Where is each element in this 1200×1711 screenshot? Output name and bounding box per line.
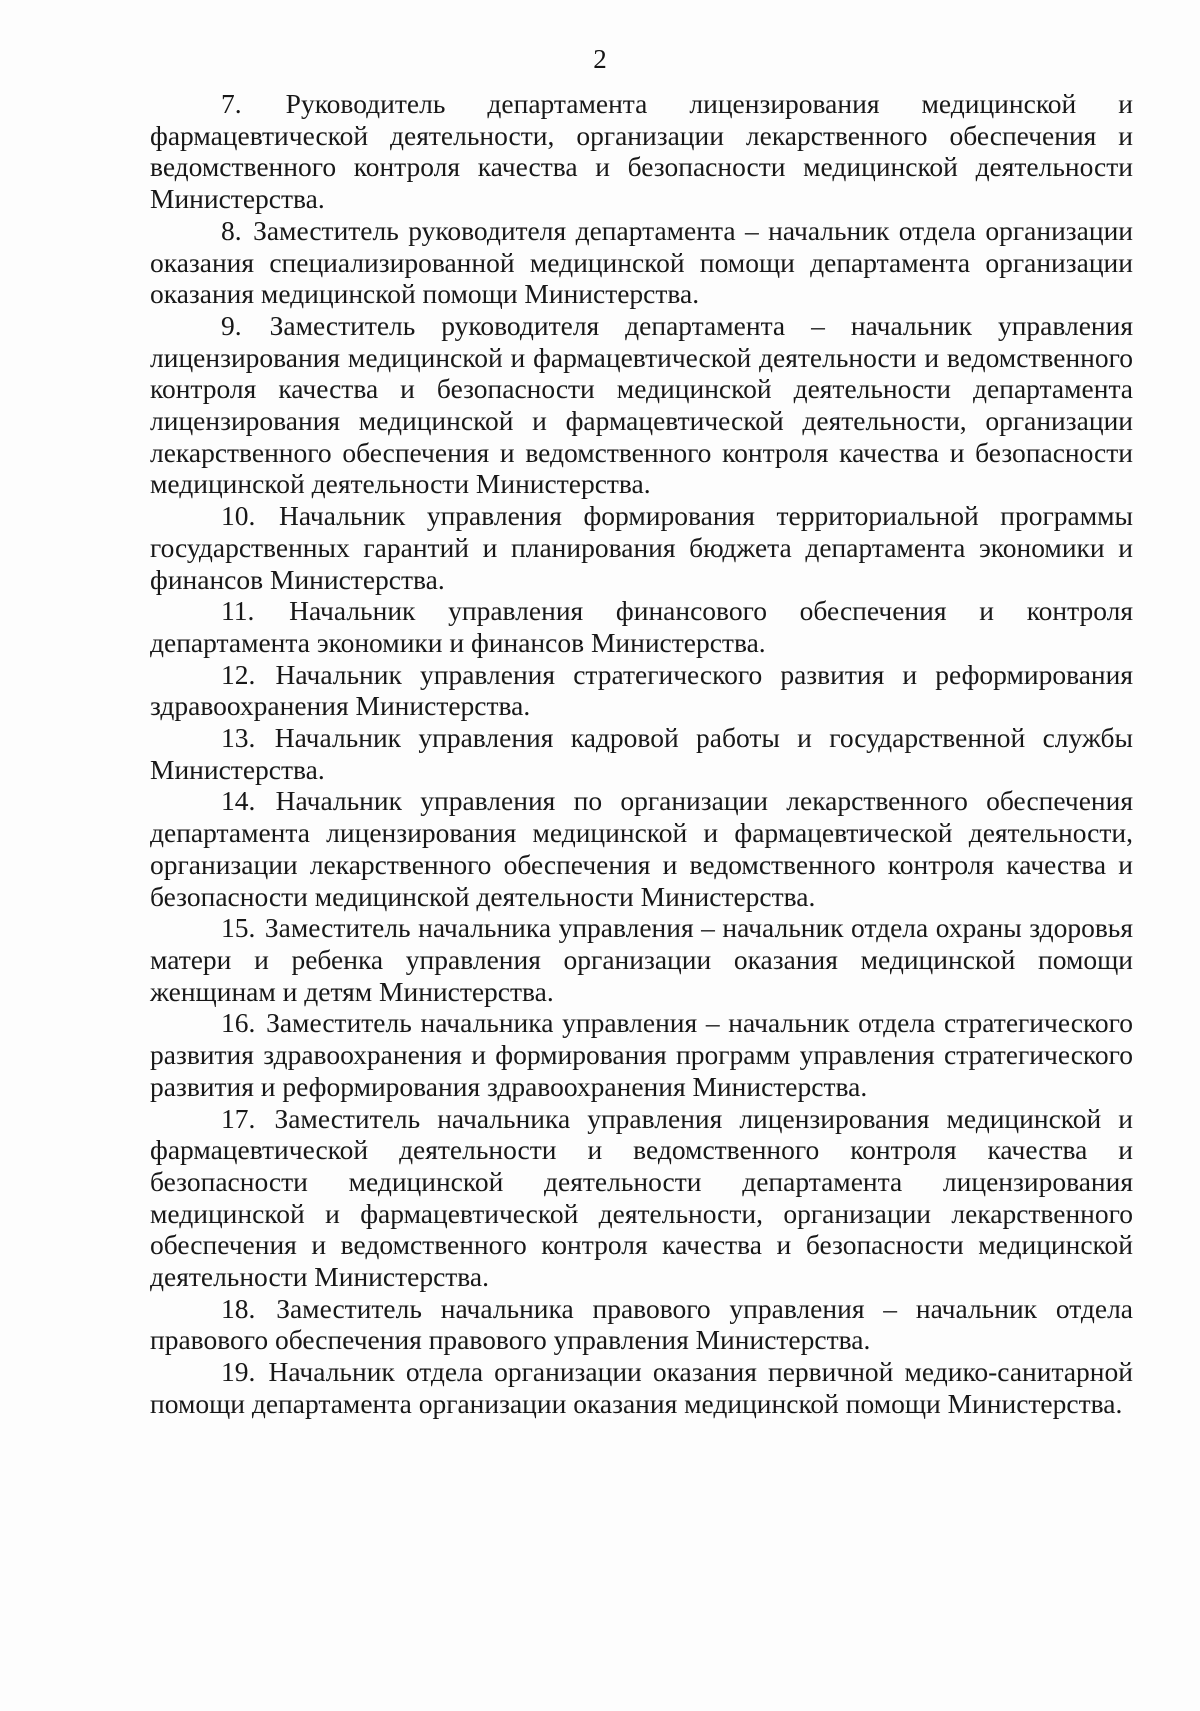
item-number: 15. [221, 912, 256, 944]
list-item [150, 1293, 1133, 1356]
item-number: 12. [221, 658, 256, 690]
item-number: 16. [221, 1007, 256, 1039]
item-number: 14. [221, 785, 256, 817]
item-text: Начальник управления финансового обеспечения и контроля департамента экономики и финансов Министерства. [150, 595, 1133, 658]
item-text: Заместитель руководителя департамента – начальник отдела организации оказания специализированной медицинской помощи департамента организации оказания медицинской помощи Министерства. [150, 214, 1134, 310]
page-number: 2 [593, 44, 607, 74]
item-number: 11. [221, 595, 255, 627]
list-item [150, 595, 1133, 658]
item-text: Заместитель начальника управления – начальник отдела охраны здоровья матери и ребенка управления организации оказания медицинской помощи женщинам и детям Министерства. [150, 912, 1133, 1007]
list-item [150, 500, 1133, 595]
list-item [150, 215, 1133, 310]
item-text: Начальник управления по организации лекарственного обеспечения департамента лицензирования медицинской и фармацевтической деятельности, организации лекарственного обеспечения и ведомственного контроля качества и безопасности медицинской деятельности Министерства. [150, 785, 1134, 912]
list-item [150, 785, 1133, 912]
item-number: 9. [221, 309, 242, 341]
item-text: Начальник управления кадровой работы и государственной службы Министерства. [150, 722, 1133, 785]
item-text: Начальник управления формирования территориальной программы государственных гарантий и планирования бюджета департамента экономики и финансов Министерства. [150, 500, 1133, 595]
document-body [150, 88, 1133, 1420]
list-item [150, 1007, 1133, 1102]
list-item [150, 1356, 1133, 1419]
item-number: 13. [221, 722, 256, 754]
item-number: 10. [221, 500, 256, 532]
list-item [150, 1103, 1133, 1293]
item-text: Заместитель начальника управления – начальник отдела стратегического развития здравоохранения и формирования программ управления стратегического развития и реформирования здравоохранения Министерства. [150, 1007, 1134, 1102]
item-number: 17. [221, 1102, 256, 1134]
item-text: Заместитель руководителя департамента – начальник управления лицензирования медицинской и фармацевтической деятельности и ведомственного контроля качества и безопасности медицинской деятельности департамента лицензирования медицинской и фармацевтической деятельности, организации лекарственного обеспечения и ведомственного контроля качества и безопасности медицинской деятельности Министерства. [150, 309, 1134, 500]
item-number: 19. [221, 1356, 256, 1388]
list-item [150, 88, 1133, 215]
list-item [150, 659, 1133, 722]
item-number: 18. [221, 1292, 256, 1324]
item-text: Заместитель начальника управления лицензирования медицинской и фармацевтической деятельности и ведомственного контроля качества и безопасности медицинской деятельности департамента лицензирования медицинской и фармацевтической деятельности, организации лекарственного обеспечения и ведомственного контроля качества и безопасности медицинской деятельности Министерства. [150, 1102, 1133, 1293]
item-number: 8. [221, 214, 242, 246]
item-text: Руководитель департамента лицензирования медицинской и фармацевтической деятельности, организации лекарственного обеспечения и ведомственного контроля качества и безопасности медицинской деятельности Министерства. [150, 88, 1133, 215]
list-item [150, 722, 1133, 785]
list-item [150, 310, 1133, 500]
list-item [150, 912, 1133, 1007]
item-number: 7. [221, 88, 242, 119]
item-text: Заместитель начальника правового управления – начальник отдела правового обеспечения правового управления Министерства. [150, 1292, 1134, 1356]
item-text: Начальник управления стратегического развития и реформирования здравоохранения Министерства. [150, 658, 1133, 722]
item-text: Начальник отдела организации оказания первичной медико-санитарной помощи департамента организации оказания медицинской помощи Министерства. [150, 1356, 1133, 1419]
